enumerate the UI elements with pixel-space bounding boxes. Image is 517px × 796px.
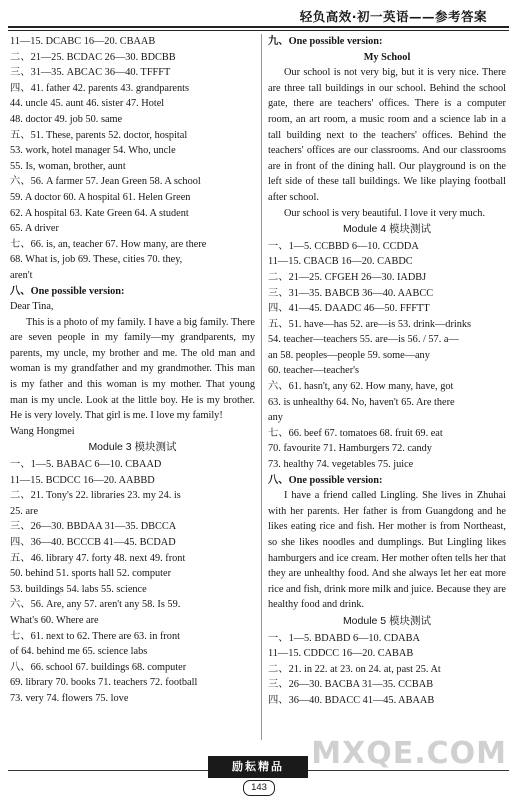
answer-line: 八、66. school 67. buildings 68. computer <box>10 661 187 673</box>
answer-line: 三、31—35. ABCAC 36—40. TFFFT <box>10 67 171 79</box>
answer-line: 73. healthy 74. vegetables 75. juice <box>268 459 414 471</box>
answer-line: 68. What is, job 69. These, cities 70. they, <box>10 254 183 266</box>
answer-line: 三、26—30. BBDAA 31—35. DBCCA <box>10 521 177 533</box>
answer-line: 53. buildings 54. labs 55. science <box>10 583 147 595</box>
page-header <box>0 2 517 28</box>
letter-body: This is a photo of my family. I have a big family. There are seven people in my family—my grandparents, my parents, my uncle, my brother and me. The old man and woman is my grandfather and my grandmother. This man is my father and this woman is my mother. That young man is my uncle. Look at the little boy. He is my brother. He is very lovely. That girl is me. I love my family! <box>10 316 255 422</box>
answer-line: 48. doctor 49. job 50. same <box>10 113 123 125</box>
module4-title: Module 4 模块测试 <box>342 223 432 236</box>
answer-line: 一、1—5. BABAC 6—10. CBAAD <box>10 459 162 471</box>
answer-line: an 58. peoples—people 59. some—any <box>268 349 430 361</box>
composition-label: 九、One possible version: <box>268 36 383 47</box>
page-number: 143 <box>243 780 275 796</box>
header-rule-thin <box>8 30 509 31</box>
answer-line: 一、1—5. CCBBD 6—10. CCDDA <box>268 240 419 252</box>
answer-line: 三、31—35. BABCB 36—40. AABCC <box>268 287 434 299</box>
page-footer <box>0 752 517 792</box>
answer-block-module4 <box>268 239 506 473</box>
answer-line: 二、21. in 22. at 23. on 24. at, past 25. At <box>268 663 441 675</box>
answer-line: 六、56. Are, any 57. aren't any 58. Is 59. <box>10 599 181 611</box>
answer-line: 11—15. DCABC 16—20. CBAAB <box>10 36 156 47</box>
watermark: MXQE.COM <box>311 736 507 771</box>
answer-line: 55. Is, woman, brother, aunt <box>10 160 126 172</box>
left-column <box>10 34 255 707</box>
answer-line: 62. A hospital 63. Kate Green 64. A student <box>10 207 189 219</box>
answer-line: 五、51. have—has 52. are—is 53. drink—drinks <box>268 318 472 330</box>
answer-line: 七、66. is, an, teacher 67. How many, are there <box>10 238 207 250</box>
answer-line: 11—15. BCDCC 16—20. AABBD <box>10 474 155 486</box>
answer-line: 二、21—25. BCDAC 26—30. BDCBB <box>10 51 176 63</box>
answer-line: 50. behind 51. sports hall 52. computer <box>10 568 172 580</box>
answer-block-module5 <box>268 631 506 709</box>
answer-line: 四、36—40. BCCCB 41—45. BCDAD <box>10 537 176 548</box>
answer-line: 69. library 70. books 71. teachers 72. football <box>10 677 198 689</box>
module3-title: Module 3 模块测试 <box>88 441 177 454</box>
essay-title: My School <box>363 51 411 63</box>
answer-line: 六、61. hasn't, any 62. How many, have, got <box>268 381 454 393</box>
answer-line: 四、36—40. BDACC 41—45. ABAAB <box>268 694 435 706</box>
header-title: 轻负高效·初一英语——参考答案 <box>299 9 487 24</box>
letter-signature: Wang Hongmei <box>10 425 75 437</box>
answer-line: any <box>268 412 283 424</box>
answer-line: 25. are <box>10 505 39 517</box>
answer-line: 二、21. Tony's 22. libraries 23. my 24. is <box>10 490 181 502</box>
publisher-logo: 励耘精品 <box>208 756 308 778</box>
answer-line: 七、61. next to 62. There are 63. in front <box>10 630 180 642</box>
answer-line: aren't <box>10 269 33 281</box>
letter-salutation: Dear Tina, <box>10 301 54 313</box>
answer-line: 11—15. CDDCC 16—20. CABAB <box>268 648 414 660</box>
answer-line: 70. favourite 71. Hamburgers 72. candy <box>268 443 432 455</box>
answer-line: 四、41—45. DAADC 46—50. FFFTT <box>268 303 430 315</box>
answer-line: 六、56. A farmer 57. Jean Green 58. A school <box>10 176 201 188</box>
answer-line: 四、41. father 42. parents 43. grandparents <box>10 82 189 94</box>
answer-line: 63. is unhealthy 64. No, haven't 65. Are there <box>268 396 455 408</box>
answer-line: 53. work, hotel manager 54. Who, uncle <box>10 145 176 157</box>
essay-paragraph: Our school is not very big, but it is very nice. There are three tall buildings in our school. Behind the school gate, there are teachers' offices. There is a computer room, an art room, a music room and a science lab in a tall building next to the teachers' offices. Behind the teachers' offices are our classrooms. And our classrooms are in front of the dining hall. Our playground is on the left side of these tall buildings. We like playing football after school. <box>268 67 506 203</box>
answer-line: 73. very 74. flowers 75. love <box>10 692 129 704</box>
composition-label: 八、One possible version: <box>268 474 383 486</box>
module5-title: Module 5 模块测试 <box>342 614 432 627</box>
answer-line: 五、46. library 47. forty 48. next 49. front <box>10 552 186 564</box>
answer-line: 54. teacher—teachers 55. are—is 56. / 57. a— <box>268 334 459 346</box>
answer-line: 44. uncle 45. aunt 46. sister 47. Hotel <box>10 98 165 110</box>
answer-line: 三、26—30. BACBA 31—35. CCBAB <box>268 679 434 691</box>
answer-block-module2 <box>10 34 255 284</box>
essay-paragraph: I have a friend called Lingling. She lives in Zhuhai with her parents. Her father is from Guangdong and he likes eating rice and fish. Her mother is from Northeast, so she likes noodles and dumplings. But Lingling likes hamburgers and ice cream. Her mother often tells her that they are unhealthy food. And she always let her eat more rice and fish, drink more milk and juice. Because they are healthy food and drink. <box>268 490 506 611</box>
answer-line: 五、51. These, parents 52. doctor, hospital <box>10 129 188 141</box>
answer-line: 11—15. CBACB 16—20. CABDC <box>268 256 413 268</box>
answer-line: 65. A driver <box>10 223 59 235</box>
column-divider <box>261 34 262 740</box>
answer-line: 60. teacher—teacher's <box>268 365 360 377</box>
answer-line: What's 60. Where are <box>10 614 99 626</box>
answer-line: 二、21—25. CFGEH 26—30. IADBJ <box>268 271 427 283</box>
answer-block-module3 <box>10 457 255 707</box>
essay-paragraph: Our school is very beautiful. I love it very much. <box>284 207 486 219</box>
right-column <box>268 34 506 709</box>
answer-line: of 64. behind me 65. science labs <box>10 646 148 658</box>
answer-line: 七、66. beef 67. tomatoes 68. fruit 69. eat <box>268 427 443 439</box>
composition-label: 八、One possible version: <box>10 285 125 297</box>
answer-line: 一、1—5. BDABD 6—10. CDABA <box>268 632 420 644</box>
header-rule <box>8 26 509 28</box>
answer-line: 59. A doctor 60. A hospital 61. Helen Green <box>10 191 191 203</box>
